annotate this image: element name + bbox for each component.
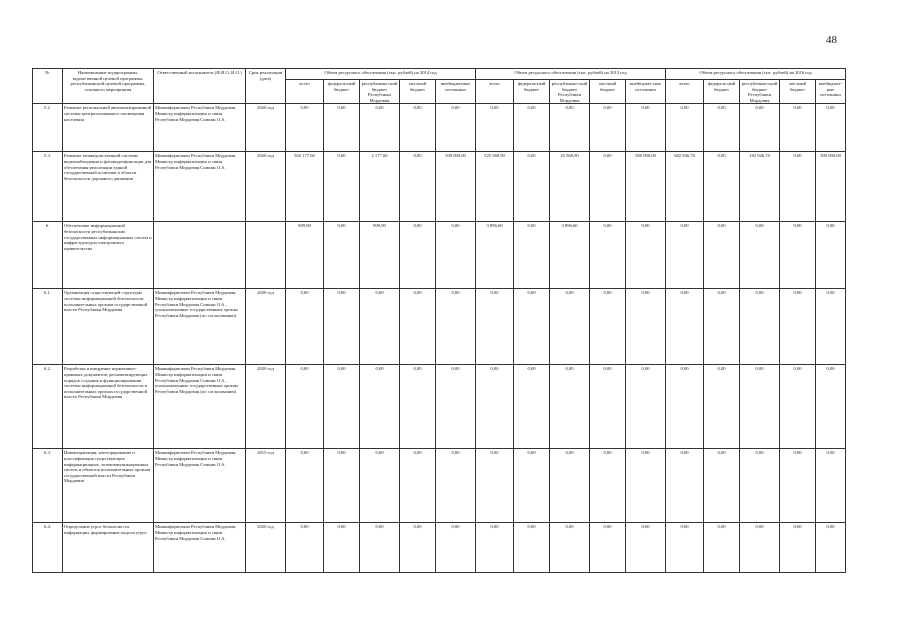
- row-name: Развитие межведомственной системы видеонаблюдения и фотовидеофиксации для обеспечения реализации единой государственной политики в области безопасности дорожного движения: [63, 152, 154, 222]
- subheader-cell: всего: [286, 80, 324, 104]
- row-value: 0,00: [514, 449, 550, 523]
- header-responsible: Ответственный исполнитель (Ф.И.О.,И.О.): [154, 69, 246, 104]
- row-value: 0,00: [514, 289, 550, 365]
- subheader-cell: местный бюджет: [590, 80, 626, 104]
- row-value: 500 000,00: [626, 152, 666, 222]
- row-value: 0,00: [286, 289, 324, 365]
- row-value: 0,00: [780, 289, 816, 365]
- row-value: 0,00: [360, 523, 400, 573]
- row-value: 0,00: [476, 523, 514, 573]
- row-value: 0,00: [324, 449, 360, 523]
- header-num: №: [33, 69, 63, 104]
- row-term: 2020 год: [246, 289, 286, 365]
- row-value: 500 000,00: [816, 152, 846, 222]
- row-value: 0,00: [590, 449, 626, 523]
- row-value: 0,00: [816, 365, 846, 449]
- subheader-cell: всего: [666, 80, 704, 104]
- row-value: 0,00: [590, 152, 626, 222]
- header-name: Наименование подпрограммы, ведомственной целевой программы, республиканской целевой программы, основного мероприятия: [63, 69, 154, 104]
- row-value: 909,90: [360, 222, 400, 289]
- row-value: 0,00: [590, 289, 626, 365]
- row-value: 0,00: [360, 365, 400, 449]
- row-value: 0,00: [780, 365, 816, 449]
- row-value: 0,00: [400, 449, 436, 523]
- row-value: 0,00: [666, 104, 704, 152]
- row-value: 0,00: [816, 104, 846, 152]
- row-term: 2015 год: [246, 449, 286, 523]
- subheader-cell: федераль-ный бюджет: [704, 80, 740, 104]
- row-name: Организация существующей структуры системы информационной безопасности исполнительных органов государственной власти Республики Мордовия: [63, 289, 154, 365]
- row-number: 5.2.: [33, 104, 63, 152]
- row-value: 0,00: [360, 289, 400, 365]
- row-value: 0,00: [324, 222, 360, 289]
- row-value: 0,00: [324, 104, 360, 152]
- subheader-cell: федераль-ный бюджет: [324, 80, 360, 104]
- row-value: 0,00: [816, 222, 846, 289]
- row-term: 2020 год: [246, 523, 286, 573]
- table-row: [33, 289, 846, 365]
- subheader-cell: внебюджет-ные источники: [816, 80, 846, 104]
- row-value: 0,00: [550, 104, 590, 152]
- table-row: [33, 449, 846, 523]
- row-value: 0,00: [666, 222, 704, 289]
- header-group-2014: Объем ресурсного обеспечения (тыс. рублей) на 2014 год: [286, 69, 476, 80]
- row-value: 0,00: [704, 449, 740, 523]
- row-value: 0,00: [704, 104, 740, 152]
- row-value: 0,00: [740, 449, 780, 523]
- row-value: 0,00: [626, 104, 666, 152]
- row-value: 0,00: [666, 523, 704, 573]
- row-responsible: Мининформсвязи Республики Мордовия, Министр информатизации и связи Республики Мордовия Сомкин О.А.: [154, 104, 246, 152]
- row-value: 0,00: [816, 289, 846, 365]
- table-row: [33, 365, 846, 449]
- row-value: 0,00: [704, 152, 740, 222]
- row-value: 0,00: [324, 365, 360, 449]
- row-value: 0,00: [740, 289, 780, 365]
- row-value: 0,00: [704, 523, 740, 573]
- row-value: 0,00: [550, 449, 590, 523]
- row-number: 6.1.: [33, 289, 63, 365]
- row-value: 0,00: [286, 523, 324, 573]
- row-number: 6.3.: [33, 449, 63, 523]
- row-value: 0,00: [626, 289, 666, 365]
- row-value: 0,00: [476, 289, 514, 365]
- header-term: Срок реализации (дата): [246, 69, 286, 104]
- header-group-2016: Объем ресурсного обеспечения (тыс. рублей) на 2016 год: [666, 69, 846, 80]
- subheader-cell: внебюджетные источники: [436, 80, 476, 104]
- subheader-cell: местный бюджет: [400, 80, 436, 104]
- table-row: [33, 104, 846, 152]
- row-value: 0,00: [286, 365, 324, 449]
- row-value: 0,00: [626, 523, 666, 573]
- row-term: [246, 222, 286, 289]
- row-value: 0,00: [740, 365, 780, 449]
- row-responsible: Мининформсвязи Республики Мордовия, Министр информатизации и связи Республики Мордовия Сомкин О.А.: [154, 523, 246, 573]
- subheader-cell: внебюджет-ные источники: [626, 80, 666, 104]
- row-value: 0,00: [286, 449, 324, 523]
- row-value: 0,00: [704, 365, 740, 449]
- row-value: 0,00: [436, 289, 476, 365]
- subheader-cell: республикан-ский бюджет Республики Мордовия: [360, 80, 400, 104]
- row-responsible: [154, 222, 246, 289]
- row-value: 0,00: [324, 152, 360, 222]
- row-value: 25 568,90: [550, 152, 590, 222]
- row-name: Разработка и внедрение нормативно-правовых документов, регламентирующих порядок создания и функционирования системы информационной безопасности в исполнительных органах государственной власти Республики Мордовия: [63, 365, 154, 449]
- row-value: 0,00: [626, 222, 666, 289]
- row-value: 0,00: [626, 365, 666, 449]
- row-value: 0,00: [514, 523, 550, 573]
- row-value: 0,00: [740, 523, 780, 573]
- row-value: 0,00: [780, 222, 816, 289]
- row-number: 6.2.: [33, 365, 63, 449]
- table-row: [33, 523, 846, 573]
- row-name: Инвентаризация, категорирование и классификация существующих информационных, телекоммуникационных систем и объектов исполнительных органов государственной власти Республики Мордовия: [63, 449, 154, 523]
- header-group-2015: Объем ресурсного обеспечения (тыс. рублей) на 2015 год: [476, 69, 666, 80]
- row-value: 0,00: [514, 152, 550, 222]
- row-value: 0,00: [550, 365, 590, 449]
- row-value: 3 896,60: [476, 222, 514, 289]
- row-term: 2020 год: [246, 365, 286, 449]
- row-value: 0,00: [550, 289, 590, 365]
- row-value: 2 177,60: [360, 152, 400, 222]
- row-value: 0,00: [514, 104, 550, 152]
- row-value: 0,00: [780, 449, 816, 523]
- row-value: 0,00: [590, 104, 626, 152]
- row-value: 0,00: [666, 365, 704, 449]
- row-value: 0,00: [476, 104, 514, 152]
- row-value: 0,00: [514, 365, 550, 449]
- row-value: 909,90: [286, 222, 324, 289]
- subheader-cell: республикан-ский бюджет Республики Мордовия: [740, 80, 780, 104]
- row-value: 0,00: [626, 449, 666, 523]
- table-row: [33, 222, 846, 289]
- row-value: 500 000,00: [436, 152, 476, 222]
- row-value: 0,00: [324, 523, 360, 573]
- row-value: 0,00: [704, 289, 740, 365]
- subheader-cell: федераль-ный бюджет: [514, 80, 550, 104]
- row-name: Обеспечение информационной безопасности республиканских государственных информационных систем и инфраструктуры электронного правительства: [63, 222, 154, 289]
- row-value: 0,00: [400, 104, 436, 152]
- row-value: 0,00: [476, 449, 514, 523]
- row-value: 0,00: [324, 289, 360, 365]
- row-value: 0,00: [360, 449, 400, 523]
- row-value: 0,00: [590, 222, 626, 289]
- row-term: 2020 год: [246, 152, 286, 222]
- row-value: 0,00: [780, 104, 816, 152]
- row-responsible: Мининформсвязи Республики Мордовия, Министр информатизации и связи Республики Мордовия Сомкин О.А., уполномоченные государственные органы Республики Мордовия (по согласованию): [154, 289, 246, 365]
- row-value: 0,00: [704, 222, 740, 289]
- row-responsible: Мининформсвязи Республики Мордовия, Министр информатизации и связи Республики Мордовия Сомкин О.А., уполномоченные государственные органы Республики Мордовия (по согласованию): [154, 365, 246, 449]
- table-header: [33, 69, 846, 104]
- row-value: 0,00: [816, 449, 846, 523]
- row-value: 3 896,60: [550, 222, 590, 289]
- row-value: 0,00: [740, 104, 780, 152]
- row-value: 0,00: [360, 104, 400, 152]
- subheader-cell: республикан-ский бюджет Республики Мордовия: [550, 80, 590, 104]
- row-value: 0,00: [436, 449, 476, 523]
- row-value: 0,00: [590, 365, 626, 449]
- table-body: [33, 104, 846, 573]
- table-row: [33, 152, 846, 222]
- row-value: 502 177,60: [286, 152, 324, 222]
- row-responsible: Мининформсвязи Республики Мордовия, Министр информатизации и связи Республики Мордовия Сомкин О.А.: [154, 152, 246, 222]
- row-number: 6.4.: [33, 523, 63, 573]
- row-name: Развитие региональной автоматизированной системы централизованного оповещения населения: [63, 104, 154, 152]
- row-value: 182 946,70: [740, 152, 780, 222]
- row-value: 0,00: [436, 104, 476, 152]
- resource-table: [32, 68, 846, 573]
- row-value: 0,00: [550, 523, 590, 573]
- row-value: 0,00: [400, 289, 436, 365]
- row-value: 0,00: [780, 523, 816, 573]
- row-value: 0,00: [666, 289, 704, 365]
- row-value: 0,00: [286, 104, 324, 152]
- row-value: 0,00: [400, 152, 436, 222]
- row-value: 682 946,70: [666, 152, 704, 222]
- row-value: 0,00: [590, 523, 626, 573]
- row-value: 0,00: [400, 222, 436, 289]
- row-value: 0,00: [400, 365, 436, 449]
- row-responsible: Мининформсвязи Республики Мордовия, Министр информатизации и связи Республики Мордовия Сомкин О.А.: [154, 449, 246, 523]
- row-value: 0,00: [476, 365, 514, 449]
- row-value: 0,00: [816, 523, 846, 573]
- row-value: 0,00: [666, 449, 704, 523]
- row-value: 525 568,90: [476, 152, 514, 222]
- row-value: 0,00: [436, 222, 476, 289]
- row-name: Определение угроз безопасности информации, формирование модели угроз: [63, 523, 154, 573]
- row-value: 0,00: [780, 152, 816, 222]
- row-value: 0,00: [514, 222, 550, 289]
- row-value: 0,00: [740, 222, 780, 289]
- subheader-cell: всего: [476, 80, 514, 104]
- subheader-cell: местный бюджет: [780, 80, 816, 104]
- row-number: 5.3.: [33, 152, 63, 222]
- page-number: 48: [826, 34, 837, 46]
- row-term: 2020 год: [246, 104, 286, 152]
- row-value: 0,00: [436, 523, 476, 573]
- row-value: 0,00: [400, 523, 436, 573]
- row-value: 0,00: [436, 365, 476, 449]
- row-number: 6.: [33, 222, 63, 289]
